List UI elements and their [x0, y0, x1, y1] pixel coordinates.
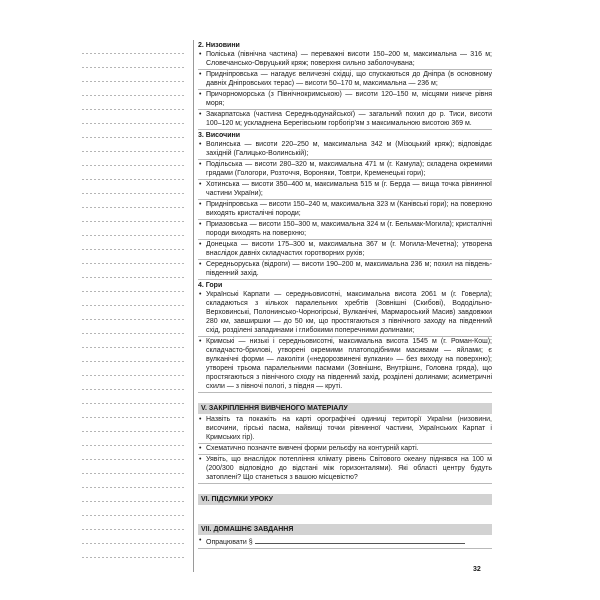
- bullet: •: [199, 445, 202, 452]
- list-item: [198, 220, 492, 240]
- bullet: •: [199, 141, 202, 148]
- homework-text: Опрацювати §: [206, 536, 492, 547]
- bullet: •: [199, 201, 202, 208]
- section-5-header: V. ЗАКРІПЛЕННЯ ВИВЧЕНОГО МАТЕРІАЛУ: [198, 403, 492, 414]
- list-item: [198, 70, 492, 90]
- list-item-text: Назвіть та покажіть на карті орографічні одиниці території України (низовини, височини, гірські пасма, найвищі точки рівнинної частини, Українських Карпат і Кримських гір).: [206, 416, 492, 441]
- bullet: •: [199, 456, 202, 463]
- column-divider: [193, 40, 194, 572]
- list-item-text: Волинська — висоти 220–250 м, максимальна 342 м (Мізоцький кряж); відповідає західній (Галицько-Волинській);: [206, 141, 492, 157]
- list-item: [198, 415, 492, 444]
- bullet: •: [199, 161, 202, 168]
- page-number: 32: [473, 566, 481, 573]
- list-item: [198, 140, 492, 160]
- list-item: [198, 160, 492, 180]
- notes-column: [82, 40, 186, 570]
- bullet: •: [199, 91, 202, 98]
- list-item-text: Закарпатська (частина Середньодунайської) — загальний похил до р. Тиси, висоти 100–120 м; ускладнена Берегівським горбогір'ям з максимальною висотою 369 м.: [206, 111, 492, 127]
- list-item: [198, 455, 492, 484]
- homework-row: [198, 536, 492, 549]
- list-item: [198, 110, 492, 130]
- section-5-list: [198, 415, 492, 484]
- list-item: [198, 444, 492, 455]
- list-item: [198, 260, 492, 280]
- list-item-text: Середньоруська (відроги) — висоти 190–200 м, максимальна 236 м; похил на південь-південний захід.: [206, 261, 492, 277]
- section-7-header: VII. ДОМАШНЄ ЗАВДАННЯ: [198, 524, 492, 535]
- bullet: •: [199, 537, 202, 544]
- section-6-header: VI. ПІДСУМКИ УРОКУ: [198, 494, 492, 505]
- bullet: •: [199, 241, 202, 248]
- list-item: [198, 240, 492, 260]
- list-item: [198, 337, 492, 393]
- list-item: [198, 290, 492, 337]
- list-item-text: Поліська (північна частина) — переважні висоти 150–200 м, максимальна — 316 м; Словечансько-Овруцький кряж; поверхня сильно заболочувана;: [206, 51, 492, 67]
- list-item-text: Придніпровська — висоти 150–240 м, максимальна 323 м (Канівські гори); на поверхню виходять кристалічні породи;: [206, 201, 492, 217]
- bullet: •: [199, 338, 202, 345]
- uplands-title: 3. Височини: [198, 132, 241, 139]
- list-item-text: Донецька — висоти 175–300 м, максимальна 367 м (г. Могила-Мечетна); утворена внаслідок давніх складчастих горотворних рухів;: [206, 241, 492, 257]
- bullet: •: [199, 111, 202, 118]
- bullet: •: [199, 221, 202, 228]
- bullet: •: [199, 51, 202, 58]
- uplands-list: [198, 140, 492, 280]
- lowlands-list: [198, 50, 492, 130]
- mountains-title: 4. Гори: [198, 282, 223, 289]
- bullet: •: [199, 291, 202, 298]
- list-item-text: Придніпровська — нагадує величезні східці, що спускаються до Дніпра (в основному давніх Дніпровських терас) — висоти 50–170 м, максимальна — 236 м;: [206, 71, 492, 87]
- list-item-text: Уявіть, що внаслідок потепління клімату рівень Світового океану піднявся на 100 м (200/300 відповідно до відстані між горизонталями). Які області центру будуть затоплені? Що станеться з вашою місцевістю?: [206, 456, 492, 481]
- list-item-text: Українські Карпати — середньовисотні, максимальна висота 2061 м (г. Говерла); складаються з кількох паралельних хребтів (Зовнішні (Скибові), Вододільно-Верховинські, Полонинсько-Чорногірські, Вулканічні, Мармароський Масив) завдовжки 280 км, завширшки — до 50 км, що простягаються з північного заходу на південний схід, розділені западинами і глибокими поперечними долинами;: [206, 291, 492, 334]
- homework-fill-line[interactable]: [255, 536, 465, 544]
- lowlands-title: 2. Низовини: [198, 42, 240, 49]
- list-item: [198, 180, 492, 200]
- list-item-text: Приазовська — висоти 150–300 м, максимальна 324 м (г. Бельмак-Могила); кристалічні породи виходять на поверхню;: [206, 221, 492, 237]
- list-item-text: Хотинська — висоти 350–400 м, максимальна 515 м (г. Берда — вища точка рівнинної частини України);: [206, 181, 492, 197]
- bullet: •: [199, 181, 202, 188]
- list-item-text: Схематично позначте вивчені форми рельєфу на контурній карті.: [206, 445, 419, 452]
- list-item-text: Кримські — низькі і середньовисотні, максимальна висота 1545 м (г. Роман-Кош); складчасто-брилові, утворені окремими платоподібними масивами — яйлами; є вулканічні форми — лаколіти («недорозвинені вулкани» — без виходу на поверхню); утворені трьома паралельними пасмами (Зовнішнє, Внутрішнє, Головна гряда), що простягаються з північного сходу на південний захід, розділені долинами; асиметричні схили — з півночі пологі, з півдня — круті.: [206, 338, 492, 390]
- list-item: [198, 50, 492, 70]
- bullet: •: [199, 261, 202, 268]
- bullet: •: [199, 71, 202, 78]
- bullet: •: [199, 416, 202, 423]
- lesson-content: [198, 40, 492, 549]
- list-item-text: Подільська — висоти 280–320 м, максимальна 471 м (г. Камула); складена окремими грядами (Гологори, Розточчя, Вороняки, Товтри, Кременецькі гори);: [206, 161, 492, 177]
- list-item: [198, 200, 492, 220]
- list-item: [198, 90, 492, 110]
- list-item-text: Причорноморська (з Північнокримською) — висоти 120–150 м, місцями нижче рівня моря;: [206, 91, 492, 107]
- mountains-list: [198, 290, 492, 393]
